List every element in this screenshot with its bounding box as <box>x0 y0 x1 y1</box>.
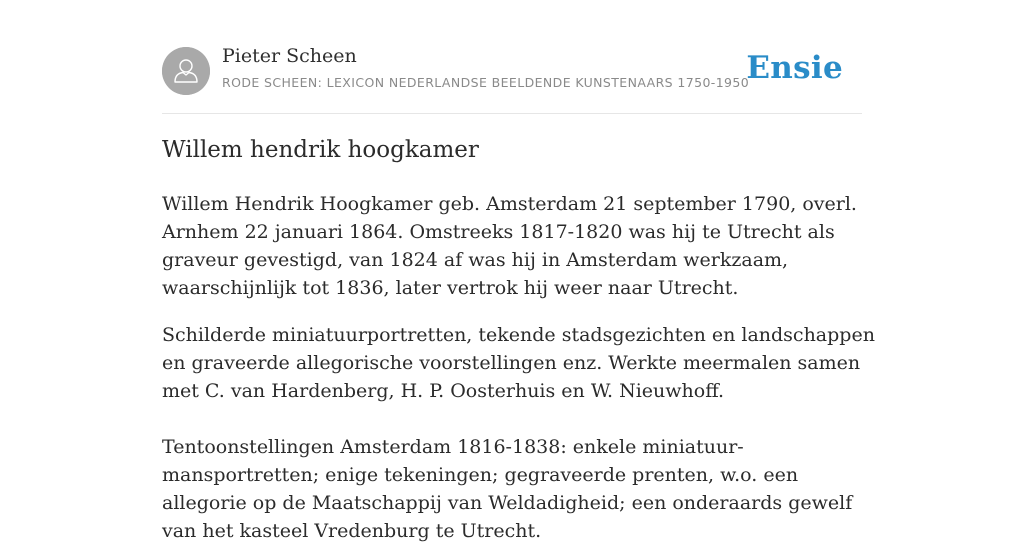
user-icon <box>162 47 210 95</box>
paragraph-biography: Willem Hendrik Hoogkamer geb. Amsterdam 21 september 1790, overl. Arnhem 22 januari 1864. Omstreeks 1817-1820 was hij te Utrecht als graveur gevestigd, van 1824 af was hij in Amsterdam werkzaam, waarschijnlijk tot 1836, later vertrok hij weer naar Utrecht. <box>162 193 857 299</box>
author-name[interactable]: Pieter Scheen <box>222 45 357 67</box>
ensie-logo[interactable]: Ensie <box>746 50 843 86</box>
page-title: Willem hendrik hoogkamer <box>162 137 479 163</box>
source-title[interactable]: RODE SCHEEN: LEXICON NEDERLANDSE BEELDENDE KUNSTENAARS 1750-1950 <box>222 75 750 90</box>
avatar[interactable] <box>162 47 210 95</box>
page <box>162 0 875 542</box>
paragraph-work: Schilderde miniatuurportretten, tekende stadsgezichten en landschappen en graveerde allegorische voorstellingen enz. Werkte meermalen samen met C. van Hardenberg, H. P. Oosterhuis en W. Nieuwhoff. <box>162 324 875 402</box>
header <box>162 0 862 114</box>
paragraph-exhibitions: Tentoonstellingen Amsterdam 1816-1838: enkele miniatuur-mansportretten; enige tekeningen; gegraveerde prenten, w.o. een allegorie op de Maatschappij van Weldadigheid; een onderaards gewelf van het kasteel Vredenburg te Utrecht. <box>162 436 853 542</box>
